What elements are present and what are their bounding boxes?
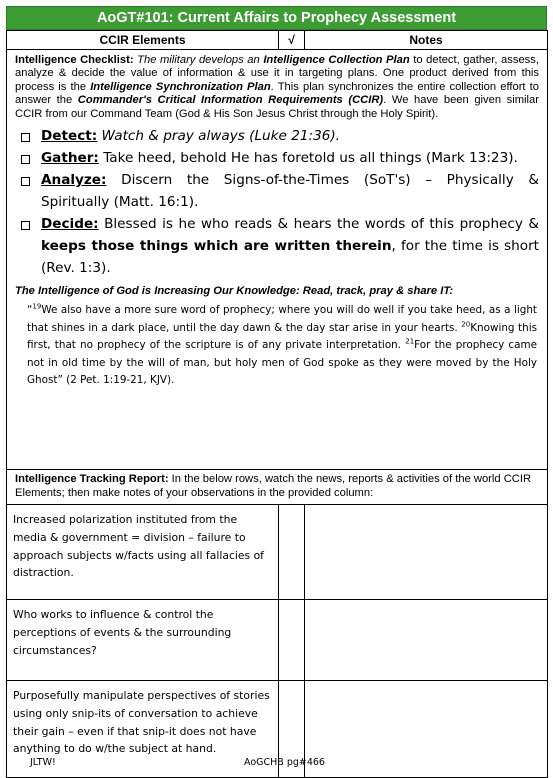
- checklist-lead: Intelligence Checklist:: [15, 54, 134, 66]
- list-item: Analyze: Discern the Signs-of-the-Times (SoT's) – Physically & Spiritually (Matt. 16:1).: [19, 169, 539, 213]
- checkbox-icon: [21, 133, 30, 142]
- tracking-report: [7, 470, 547, 503]
- checklist-text-2: to detect, gather, assess, analyze & decide the value of information & use it in targeting plans. One product derived from this process is the: [15, 54, 539, 93]
- list-item: Detect: Watch & pray always (Luke 21:36).: [19, 125, 539, 147]
- collection-plan-term: Intelligence Collection Plan: [263, 54, 410, 66]
- checklist-items: [19, 125, 539, 279]
- tracking-text: In the below rows, watch the news, reports & activities of the world CCIR Elements; then make notes of your observations in the provided column:: [15, 473, 532, 499]
- table-row: [7, 505, 548, 600]
- row-notes-cell[interactable]: [305, 681, 548, 778]
- table-header-row: [7, 31, 548, 50]
- header-check: √: [279, 31, 305, 50]
- footer-page-number: AoGCHB pg#466: [244, 757, 325, 768]
- tracking-lead: Intelligence Tracking Report:: [15, 473, 169, 485]
- checklist-text-3: . This plan synchronizes the entire collection effort to answer the: [15, 80, 539, 107]
- footer-left: JLTW!: [30, 757, 56, 768]
- assessment-sheet: [6, 6, 547, 778]
- header-notes: Notes: [305, 31, 548, 50]
- row-element-text: Purposefully manipulate perspectives of stories using only snip-its of conversation to achieve their gain – even if that snip-it does not have anything to do w/the subject at hand.: [13, 689, 270, 756]
- table-row: [7, 600, 548, 681]
- header-ccir-elements: CCIR Elements: [7, 31, 279, 50]
- row-element-text: Increased polarization instituted from the media & government = division – failure to approach subjects w/facts using all fallacies of distraction.: [13, 513, 264, 580]
- page-title: AoGT#101: Current Affairs to Prophecy Assessment: [6, 6, 547, 30]
- checklist-text-1: The military develops an: [133, 54, 264, 66]
- row-element-text: Who works to influence & control the perceptions of events & the surrounding circumstances?: [13, 608, 232, 657]
- knowledge-heading: The Intelligence of God is Increasing Our Knowledge: Read, track, pray & share IT:: [15, 285, 454, 298]
- checklist-paragraph: [15, 54, 539, 121]
- synchronization-plan-term: Intelligence Synchronization Plan: [90, 80, 271, 93]
- row-notes-cell[interactable]: [305, 505, 548, 600]
- list-item: Gather: Take heed, behold He has foretold us all things (Mark 13:23).: [19, 147, 539, 169]
- row-check-cell[interactable]: [279, 505, 305, 600]
- checkbox-icon: [21, 221, 30, 230]
- checkbox-icon: [21, 177, 30, 186]
- scripture-quote: “$^{19}$We also have a more sure word of prophecy; where you will do well if you take heed, as a light that shines in a dark place, until the day dawn & the day star arise in your hearts. $^{20}$Knowing this first, that no prophecy of the scripture is of any private interpretation. $^{21}$For the prophecy came not in old time by the will of man, but holy men of God spoke as they were moved by the Holy Ghost” (2 Pet. 1:19-21, KJV).: [27, 302, 537, 387]
- tracking-row: [7, 470, 548, 505]
- list-item: Decide: Blessed is he who reads & hears the words of this prophecy & keeps those things which are written therein, for the time is short (Rev. 1:3).: [19, 213, 539, 279]
- checklist-row: [7, 50, 548, 470]
- checklist-text-4: . We have been given similar CCIR from our Command Team (God & His Son Jesus Christ through the Holy Spirit).: [15, 94, 539, 120]
- checkbox-icon: [21, 155, 30, 164]
- row-check-cell[interactable]: [279, 600, 305, 681]
- ccir-term: Commander's Critical Information Requirements (CCIR): [77, 94, 384, 107]
- row-notes-cell[interactable]: [305, 600, 548, 681]
- intelligence-checklist: [7, 50, 547, 395]
- assessment-table: [6, 30, 548, 778]
